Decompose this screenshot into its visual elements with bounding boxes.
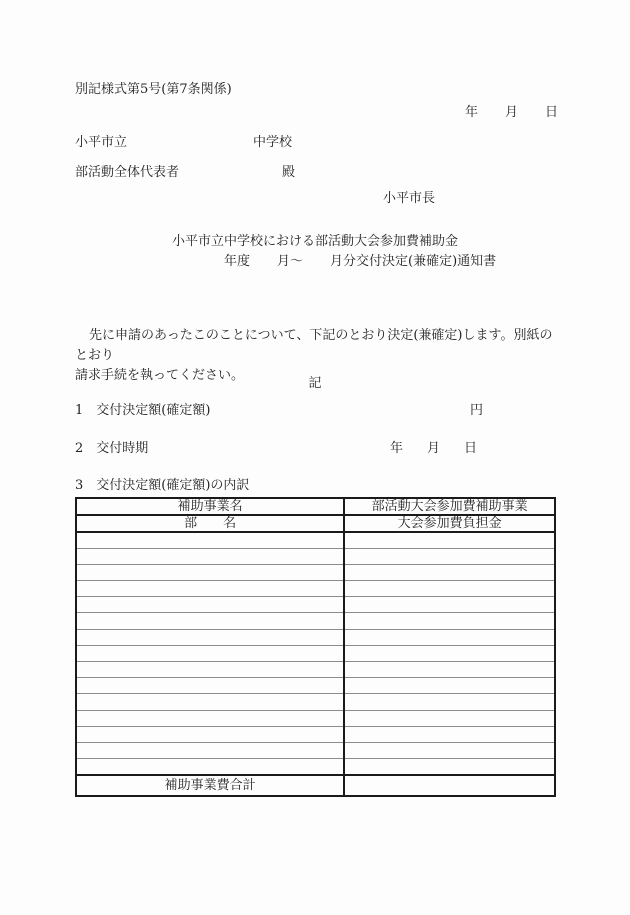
table-cell-blank (344, 726, 555, 742)
document-title-line1: 小平市立中学校における部活動大会参加費補助金 (171, 234, 458, 249)
table-cell-blank (344, 581, 555, 597)
title-month-from-label: 月～ (277, 254, 304, 269)
table-row (76, 678, 555, 694)
issue-date-day-label: 日 (545, 105, 559, 120)
table-row (76, 759, 555, 775)
table-cell-blank (344, 710, 555, 726)
table-cell-blank (76, 629, 344, 645)
table-row (76, 548, 555, 564)
table-cell-blank (76, 726, 344, 742)
title-notice-label: 月分交付決定(兼確定)通知書 (330, 254, 497, 269)
title-fiscal-year-label: 年度 (224, 254, 251, 269)
table-cell-blank (344, 532, 555, 548)
table-cell-blank (344, 613, 555, 629)
item-1-yen-label: 円 (470, 403, 484, 418)
table-cell-blank (76, 532, 344, 548)
table-cell-blank (344, 597, 555, 613)
table-cell-blank (344, 645, 555, 661)
header-project-name: 補助事業名 (76, 498, 344, 515)
table-row (76, 726, 555, 742)
table-cell-blank (76, 581, 344, 597)
header-club-name-char-2: 名 (223, 516, 237, 531)
table-cell-blank (76, 564, 344, 580)
school-suffix: 中学校 (253, 135, 293, 150)
table-cell-blank (76, 597, 344, 613)
item-2-year-label: 年 (390, 441, 404, 456)
record-mark: 記 (308, 376, 322, 391)
item-3-number: 3 (75, 478, 84, 493)
footer-total-label: 補助事業費合計 (76, 775, 344, 796)
table-cell-blank (344, 564, 555, 580)
table-cell-blank (76, 645, 344, 661)
table-header-row-1 (76, 498, 555, 515)
table-cell-blank (76, 759, 344, 775)
table-cell-blank (344, 694, 555, 710)
item-grant-amount (75, 403, 557, 418)
table-header-row-2 (76, 515, 555, 532)
item-1-number: 1 (75, 403, 84, 418)
table-cell-blank (344, 678, 555, 694)
item-grant-timing (75, 441, 557, 456)
table-cell-blank (76, 613, 344, 629)
body-line-2: 請求手続を執ってください。 (75, 368, 245, 383)
school-prefix: 小平市立 (75, 135, 128, 150)
form-number: 別記様式第5号(第7条関係) (75, 82, 232, 97)
header-project-title: 部活動大会参加費補助事業 (344, 498, 555, 515)
header-participation-fee: 大会参加費負担金 (344, 515, 555, 532)
issue-date-line (465, 105, 558, 120)
body-line-1: 先に申請のあったこのことについて、下記のとおり決定(兼確定)します。別紙のとおり (75, 328, 553, 363)
table-row (76, 629, 555, 645)
table-row (76, 564, 555, 580)
breakdown-table (75, 497, 556, 797)
item-1-label: 交付決定額(確定額) (96, 403, 211, 418)
item-breakdown-heading (75, 478, 557, 493)
table-row (76, 742, 555, 758)
table-cell-blank (344, 662, 555, 678)
document-title-line2 (224, 254, 496, 269)
table-row (76, 710, 555, 726)
table-cell-blank (344, 548, 555, 564)
table-row (76, 613, 555, 629)
issue-date-year-label: 年 (465, 105, 479, 120)
table-row (76, 597, 555, 613)
header-club-name-char-1: 部 (184, 516, 198, 531)
footer-total-value (344, 775, 555, 796)
item-2-month-label: 月 (427, 441, 441, 456)
header-club-name (76, 515, 344, 532)
sender-mayor: 小平市長 (383, 191, 436, 206)
item-2-label: 交付時期 (96, 441, 149, 456)
table-cell-blank (76, 678, 344, 694)
table-cell-blank (76, 742, 344, 758)
table-footer-row (76, 775, 555, 796)
table-cell-blank (76, 548, 344, 564)
issue-date-month-label: 月 (505, 105, 519, 120)
item-2-day-label: 日 (464, 441, 478, 456)
table-cell-blank (76, 710, 344, 726)
table-cell-blank (344, 742, 555, 758)
table-cell-blank (76, 662, 344, 678)
table-row (76, 662, 555, 678)
representative-label: 部活動全体代表者 (75, 165, 180, 180)
honorific-label: 殿 (282, 165, 296, 180)
table-row (76, 645, 555, 661)
item-2-date-line (390, 441, 477, 456)
table-cell-blank (76, 694, 344, 710)
table-row (76, 581, 555, 597)
table-cell-blank (344, 629, 555, 645)
table-row (76, 694, 555, 710)
empty-rows (76, 532, 555, 775)
table-cell-blank (344, 759, 555, 775)
table-row (76, 532, 555, 548)
item-2-number: 2 (75, 441, 84, 456)
item-3-label: 交付決定額(確定額)の内訳 (96, 478, 250, 493)
